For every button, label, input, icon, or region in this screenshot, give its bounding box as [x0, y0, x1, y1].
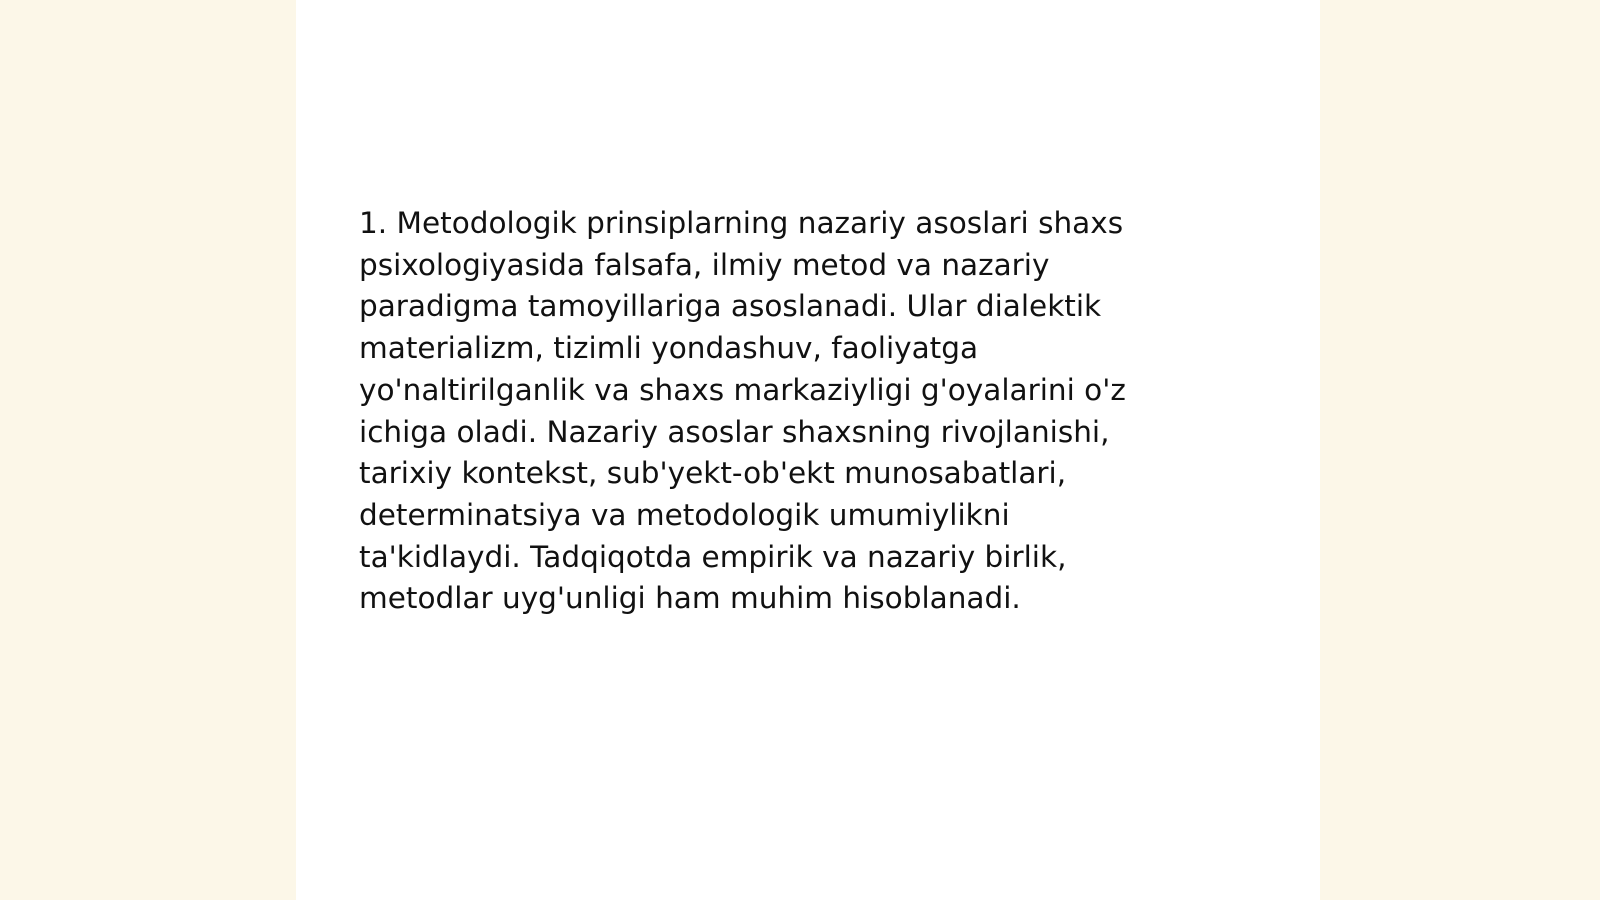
paragraph-line: materializm, tizimli yondashuv, faoliyatga [359, 331, 979, 366]
paragraph-line: yo'naltirilganlik va shaxs markaziyligi g'oyalarini o'z [359, 372, 1126, 407]
slide-panel [296, 0, 1320, 900]
slide-paragraph [359, 203, 1239, 620]
paragraph-line: psixologiyasida falsafa, ilmiy metod va nazariy [359, 247, 1050, 282]
paragraph-line: metodlar uyg'unligi ham muhim hisoblanadi. [359, 581, 1021, 616]
paragraph-line: 1. Metodologik prinsiplarning nazariy asoslari shaxs [359, 206, 1124, 240]
paragraph-line: paradigma tamoyillariga asoslanadi. Ular dialektik [359, 289, 1102, 324]
paragraph-line: tarixiy kontekst, sub'yekt-ob'ekt munosabatlari, [359, 456, 1067, 491]
paragraph-line: ichiga oladi. Nazariy asoslar shaxsning rivojlanishi, [359, 414, 1110, 449]
paragraph-line: ta'kidlaydi. Tadqiqotda empirik va nazariy birlik, [359, 539, 1067, 574]
paragraph-line: determinatsiya va metodologik umumiylikni [359, 497, 1010, 532]
